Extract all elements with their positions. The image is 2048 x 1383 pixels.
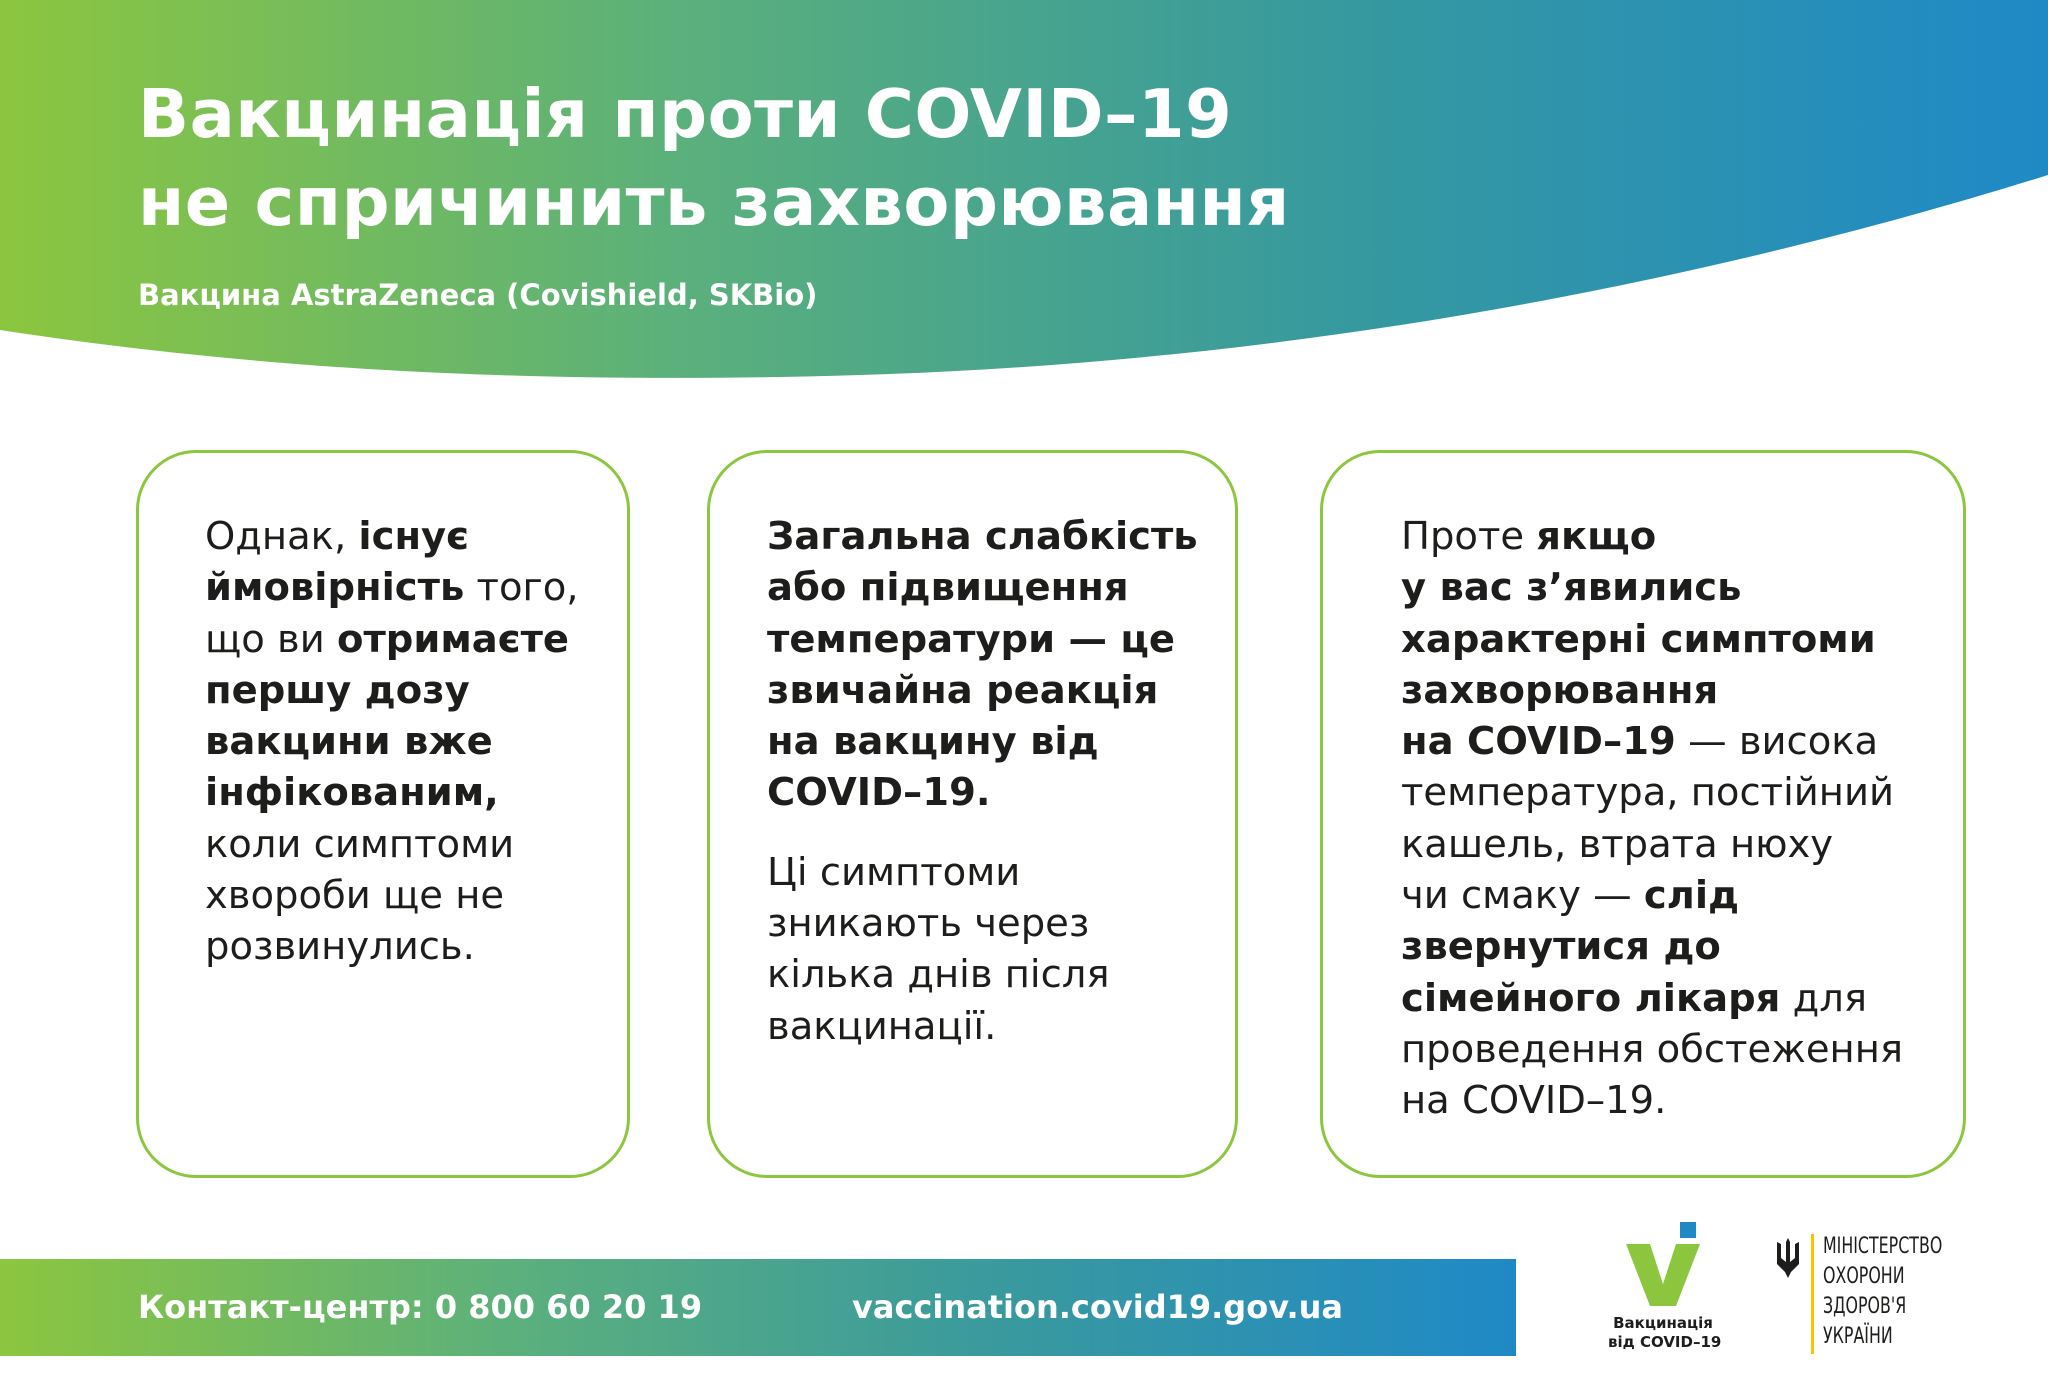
ministry-logo-line-2: ОХОРОНИ [1823,1264,1905,1289]
ministry-logo-line-4: УКРАЇНИ [1823,1324,1893,1349]
text-line: на COVID–19 — висока [1401,719,1879,765]
text-line: захворювання [1401,667,1719,713]
text-line: звичайна реакція [767,667,1159,713]
title-line-1: Вакцинація проти COVID–19 [138,75,1233,153]
website-link[interactable]: vaccination.covid19.gov.ua [852,1288,1343,1326]
text-line: ймовірність того, [205,565,579,611]
vaccination-logo-line-2: від COVID–19 [1608,1333,1722,1351]
ministry-logo-divider [1811,1234,1814,1354]
text-line: Однак, існує [205,514,469,559]
text-line: першу дозу [205,667,470,713]
vaccination-logo-text [1608,1314,1722,1352]
ministry-logo-line-3: ЗДОРОВ'Я [1823,1294,1907,1319]
text-line: у вас з’явились [1401,565,1742,611]
text-line: або підвищення [767,565,1129,611]
text-line: кілька днів після [767,952,1110,998]
trident-icon [1775,1238,1801,1278]
text-line: вакцинації. [767,1003,997,1049]
text-line: сімейного лікаря для [1401,975,1868,1021]
text-line: Проте якщо [1401,514,1657,559]
infection-risk-card [136,450,630,1178]
vaccination-logo [1608,1222,1722,1362]
v-checkmark-icon [1620,1222,1706,1310]
text-line: інфікованим, [205,770,499,816]
ministry-logo-line-1: МІНІСТЕРСТВО [1823,1234,1943,1259]
text-line: коли симптоми [205,821,515,867]
see-doctor-text [1401,511,1941,1127]
normal-reaction-text [767,511,1207,1052]
ministry-logo-text [1823,1232,1942,1352]
text-line: COVID–19. [767,770,991,816]
text-line: проведення обстеження [1401,1026,1904,1072]
text-line: на вакцину від [767,719,1099,765]
text-line: температура, постійний [1401,770,1895,816]
text-line: кашель, втрата нюху [1401,821,1834,867]
normal-reaction-paragraph [767,511,1207,819]
text-line: розвинулись. [205,924,475,970]
footer-bar [0,1259,1516,1356]
text-line: Ці симптоми [767,849,1021,895]
text-line: хвороби ще не [205,873,505,919]
text-line: зникають через [767,901,1090,947]
contact-center-phone[interactable]: Контакт-центр: 0 800 60 20 19 [138,1288,703,1326]
text-line: чи смаку — слід [1401,873,1740,919]
text-line: Загальна слабкість [767,514,1198,559]
ministry-of-health-logo [1775,1234,1975,1354]
normal-reaction-card [707,450,1238,1178]
page-title [138,70,1290,246]
text-line: звернутися до [1401,924,1721,970]
vaccine-subtitle: Вакцина AstraZeneca (Covishield, SKBio) [138,278,818,312]
text-line: характерні симптоми [1401,616,1876,662]
symptoms-disappear-paragraph [767,847,1207,1052]
text-line: що ви отримаєте [205,616,570,662]
vaccination-logo-line-1: Вакцинація [1613,1314,1713,1332]
infection-risk-text [205,511,615,973]
text-line: вакцини вже [205,719,493,765]
title-line-2: не спричинить захворювання [138,163,1290,241]
see-doctor-card [1320,450,1966,1178]
text-line: на COVID–19. [1401,1078,1667,1124]
text-line: температури — це [767,616,1176,662]
